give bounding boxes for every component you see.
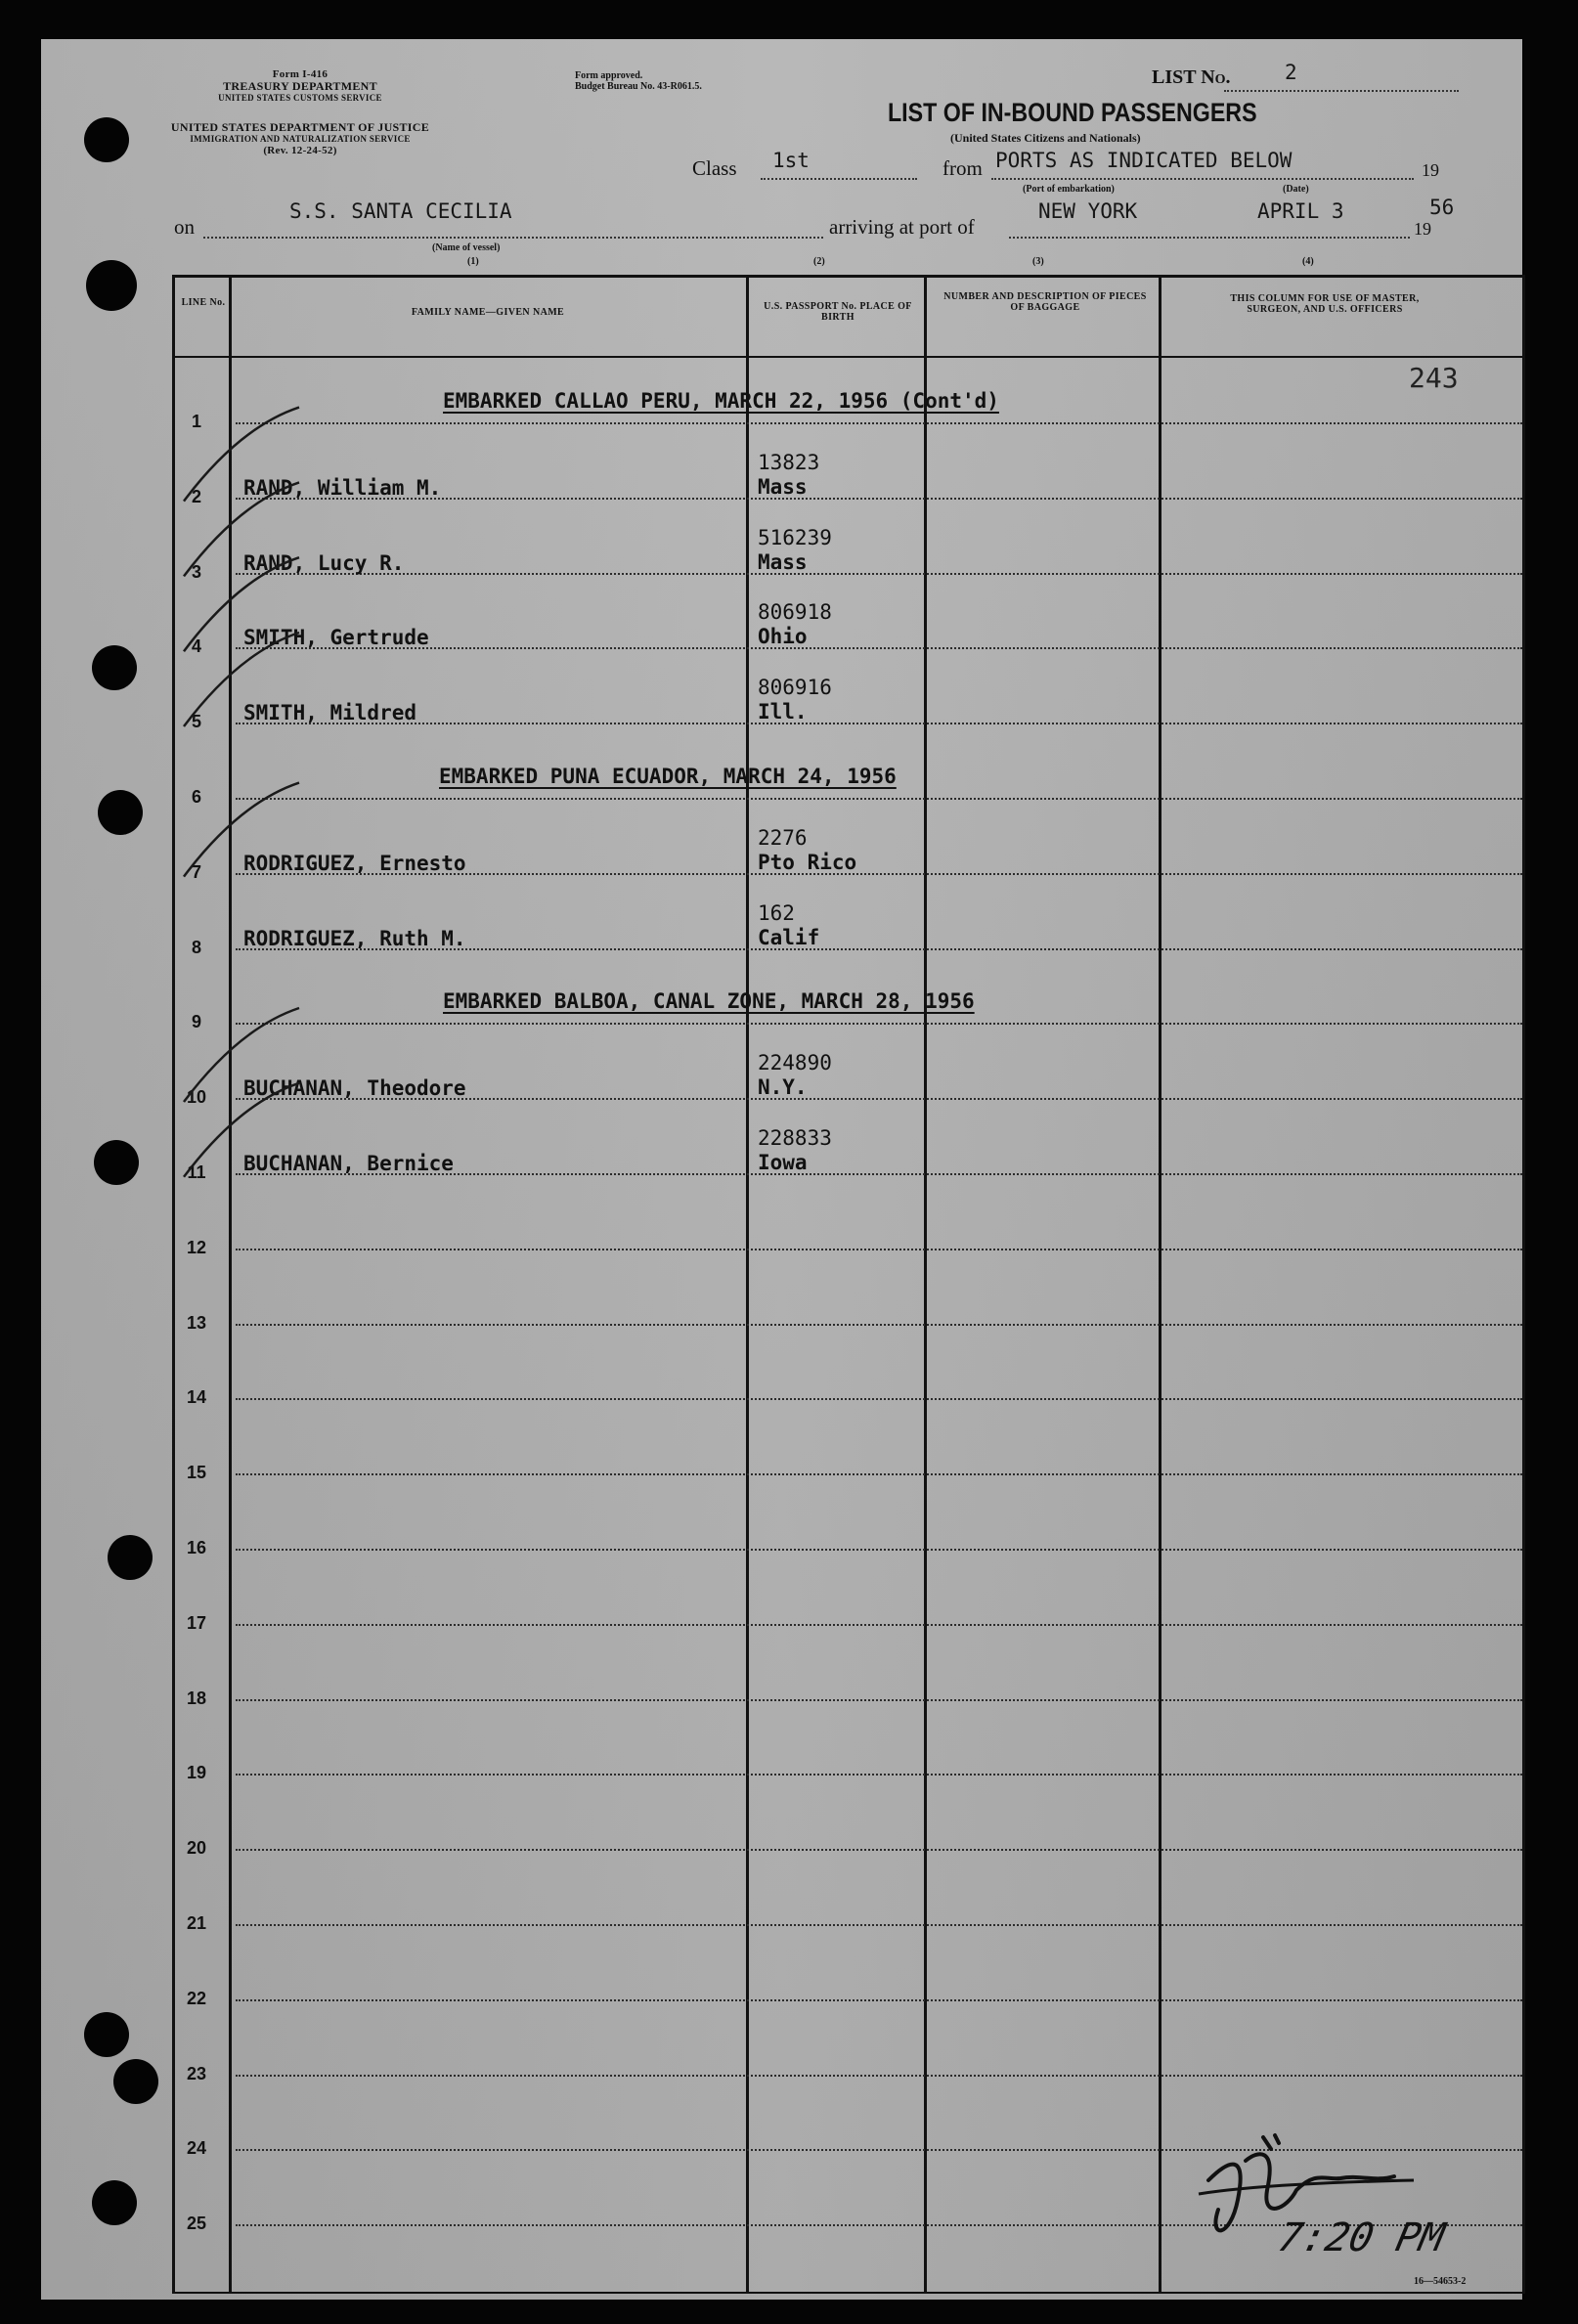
line-number: 2 [191,486,201,506]
table-row [175,733,1522,808]
passport-number: 806916 [758,676,832,700]
header-line-no: LINE No. [181,297,226,308]
footer-code: 16—54653-2 [1414,2276,1467,2287]
caption-3: (3) [1032,256,1044,267]
place-of-birth: N.Y. [758,1075,808,1100]
header-officers: THIS COLUMN FOR USE OF MASTER, SURGEON, AND U.S. OFFICERS [1230,293,1420,315]
line-number: 19 [186,1763,207,1783]
list-number-label: LIST No. [1152,66,1231,88]
arrival-line [1009,237,1410,239]
treasury-department: TREASURY DEPARTMENT [223,79,377,93]
passenger-name: SMITH, Gertrude [243,626,429,650]
arrival-year: 56 [1429,196,1455,219]
document-subtitle: (United States Citizens and Nationals) [950,131,1141,145]
line-number: 1 [191,412,201,431]
embarkation-port: PORTS AS INDICATED BELOW [995,149,1293,172]
line-number: 15 [186,1463,207,1483]
row-rule [236,723,1522,724]
place-of-birth: Mass [758,549,808,574]
document-title: LIST OF IN-BOUND PASSENGERS [888,98,1257,127]
table-row [175,809,1522,883]
passport-cell [758,1051,832,1100]
passport-number: 13823 [758,450,820,474]
header-baggage: NUMBER AND DESCRIPTION OF PIECES OF BAGGAGE [943,291,1147,313]
vessel-line [203,237,823,239]
line-number: 16 [186,1538,207,1557]
passenger-name: RODRIGUEZ, Ruth M. [243,926,466,950]
place-of-birth: Ill. [758,700,808,724]
place-of-birth: Pto Rico [758,850,857,874]
binder-hole [108,1535,153,1580]
place-of-birth: Calif [758,925,820,949]
passport-cell [758,676,832,724]
table-row [175,358,1522,432]
passport-number: 806918 [758,600,832,625]
customs-service: UNITED STATES CUSTOMS SERVICE [218,93,382,103]
class-value: 1st [772,149,810,172]
arriving-label: arriving at port of [829,215,975,239]
caption-4: (4) [1302,256,1314,267]
arrival-date: APRIL 3 [1257,199,1344,223]
table-row [175,1784,1522,1859]
passenger-name: RAND, William M. [243,475,442,500]
date-caption: (Date) [1283,184,1309,195]
class-label: Class [692,156,737,180]
table-row [175,1334,1522,1408]
justice-department: UNITED STATES DEPARTMENT OF JUSTICE [170,120,430,134]
line-number: 4 [191,636,201,657]
table-row [175,884,1522,958]
line-number: 12 [186,1237,207,1257]
row-rule [236,422,1522,424]
embarkation-heading: EMBARKED CALLAO PERU, MARCH 22, 1956 (Cont'd) [443,389,999,413]
row-rule [236,1324,1522,1326]
row-rule [236,1699,1522,1701]
line-number: 21 [186,1913,207,1933]
table-row [175,1709,1522,1783]
passport-cell [758,826,856,875]
on-label: on [174,215,195,239]
line-number: 22 [186,1988,207,2008]
table-row [175,1635,1522,1709]
budget-bureau: Budget Bureau No. 43-R061.5. [575,81,702,92]
row-rule [236,798,1522,800]
passenger-name: RAND, Lucy R. [243,550,405,575]
row-rule [236,1249,1522,1250]
list-number-value: 2 [1285,61,1297,84]
passport-number: 224890 [758,1051,832,1075]
binder-hole [94,1140,139,1185]
passenger-table [172,275,1525,2294]
row-rule [236,1398,1522,1400]
place-of-birth: Ohio [758,625,808,649]
table-row [175,1109,1522,1183]
passport-cell [758,526,832,575]
passenger-name: RODRIGUEZ, Ernesto [243,851,466,875]
table-row [175,1935,1522,2009]
binder-hole [86,260,137,311]
header-name: FAMILY NAME—GIVEN NAME [411,307,565,318]
caption-1: (1) [467,256,479,267]
passport-number: 2276 [758,825,808,850]
passport-cell [758,1126,832,1175]
table-row [175,583,1522,657]
table-row [175,1860,1522,1934]
table-row [175,433,1522,507]
line-number: 3 [191,561,201,582]
list-number-line [1224,90,1459,92]
embarkation-heading: EMBARKED PUNA ECUADOR, MARCH 24, 1956 [439,765,897,788]
line-number: 25 [186,2214,207,2234]
row-rule [236,1549,1522,1551]
justice-block [158,121,442,156]
arrival-port: NEW YORK [1038,199,1138,223]
page-stamp: 243 [1409,362,1459,394]
table-row [175,508,1522,583]
binder-hole [98,790,143,835]
port-embarkation-caption: (Port of embarkation) [1023,184,1115,195]
binder-hole [84,2012,129,2057]
passport-number: 516239 [758,525,832,549]
from-line [991,178,1414,180]
passport-cell [758,600,832,649]
class-line [761,178,917,180]
caption-2: (2) [813,256,825,267]
binder-hole [84,117,129,162]
table-row [175,1559,1522,1634]
table-row [175,2010,1522,2084]
binder-hole [92,645,137,690]
line-number: 23 [186,2063,207,2083]
vessel-name: S.S. SANTA CECILIA [289,199,512,223]
place-of-birth: Mass [758,474,808,499]
approval-block [575,70,702,92]
passenger-name: SMITH, Mildred [243,701,417,725]
table-row [175,1484,1522,1558]
table-row [175,1259,1522,1334]
row-rule [236,1624,1522,1626]
row-rule [236,1473,1522,1475]
form-approved: Form approved. [575,70,643,81]
table-row [175,1409,1522,1483]
place-of-birth: Iowa [758,1151,808,1174]
embarkation-heading: EMBARKED BALBOA, CANAL ZONE, MARCH 28, 1956 [443,989,975,1014]
table-row [175,1184,1522,1258]
line-number: 14 [186,1387,207,1408]
passenger-name: BUCHANAN, Theodore [243,1076,466,1101]
row-rule [236,1774,1522,1776]
line-number: 10 [186,1087,207,1108]
row-rule [236,1924,1522,1926]
passport-cell [758,901,819,950]
row-rule [236,1849,1522,1851]
passenger-list-document [41,39,1522,2300]
annotation-time: 7:20 PM [1274,2215,1449,2260]
line-number: 5 [191,712,201,732]
line-number: 18 [186,1688,207,1708]
line-number: 6 [191,787,201,807]
line-number: 20 [186,1838,207,1859]
binder-hole [92,2180,137,2225]
from-label: from [942,156,983,180]
row-rule [236,1999,1522,2001]
header-passport: U.S. PASSPORT No. PLACE OF BIRTH [764,301,912,323]
line-number: 13 [186,1312,207,1333]
passport-number: 162 [758,900,795,925]
year-prefix-2: 19 [1414,219,1431,239]
row-rule [236,1023,1522,1025]
revision-date: (Rev. 12-24-52) [263,145,337,156]
table-row [175,658,1522,732]
year-prefix-1: 19 [1422,160,1439,180]
row-rule [236,2075,1522,2077]
line-number: 24 [186,2138,207,2159]
form-number: Form I-416 [272,68,329,80]
line-number: 8 [191,937,201,957]
binder-hole [113,2059,158,2104]
line-number: 7 [191,861,201,882]
line-number: 17 [186,1612,207,1633]
vessel-caption: (Name of vessel) [432,242,501,253]
form-agency-block [168,68,432,104]
line-number: 11 [187,1162,206,1182]
passenger-name: BUCHANAN, Bernice [243,1152,454,1175]
table-row [175,958,1522,1032]
table-row [175,1033,1522,1108]
immigration-service: IMMIGRATION AND NATURALIZATION SERVICE [190,134,411,144]
passport-number: 228833 [758,1126,832,1150]
passport-cell [758,451,819,500]
list-number-field [1152,66,1231,89]
line-number: 9 [191,1012,201,1032]
row-rule [236,573,1522,575]
